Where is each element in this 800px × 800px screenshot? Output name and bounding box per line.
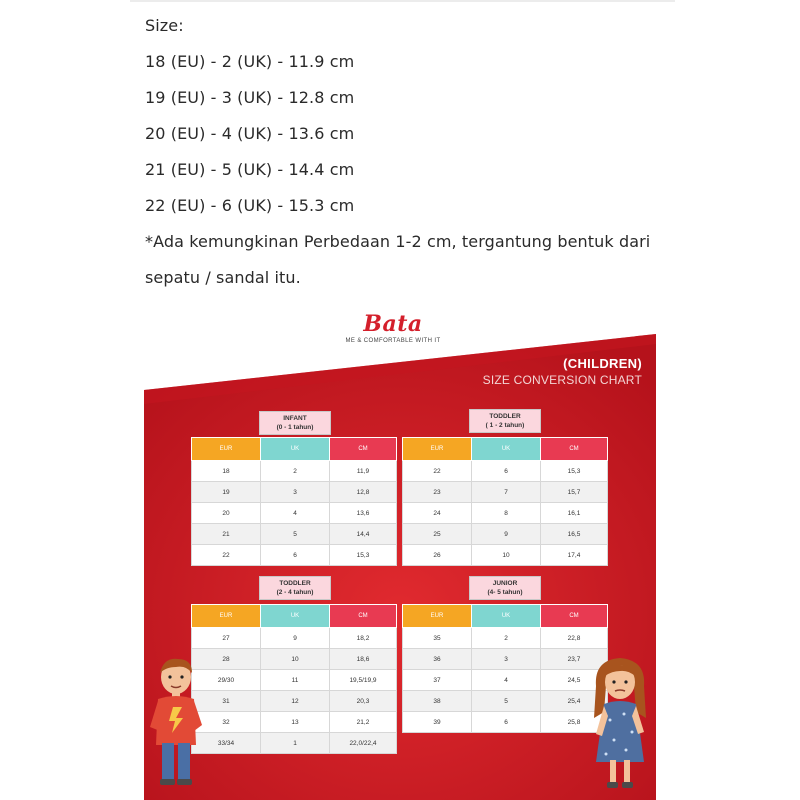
table-row: 35 2 22,8: [403, 628, 608, 649]
size-note-line2: sepatu / sandal itu.: [145, 268, 301, 287]
table-label-toddler-2-4: TODDLER (2 - 4 tahun): [259, 576, 331, 600]
table-row: 24 8 16,1: [403, 503, 608, 524]
size-title: Size:: [145, 16, 184, 35]
table-row: 29/30 11 19,5/19,9: [192, 670, 397, 691]
brand-tagline: ME & COMFORTABLE WITH IT: [345, 338, 441, 344]
header-cm: CM: [541, 605, 608, 628]
table-row: 23 7 15,7: [403, 482, 608, 503]
table-row: 38 5 25,4: [403, 691, 608, 712]
table-label-junior: JUNIOR (4- 5 tahun): [469, 576, 541, 600]
table-row: 36 3 23,7: [403, 649, 608, 670]
header-eur: EUR: [192, 605, 261, 628]
header-eur: EUR: [403, 438, 472, 461]
size-line: 18 (EU) - 2 (UK) - 11.9 cm: [145, 52, 355, 71]
header-uk: UK: [472, 605, 541, 628]
product-description: [145, 8, 705, 296]
table-row: 26 10 17,4: [403, 545, 608, 566]
chart-heading-children: (CHILDREN): [563, 356, 642, 371]
table-row: 21 5 14,4: [192, 524, 397, 545]
header-cm: CM: [330, 605, 397, 628]
table-row: 32 13 21,2: [192, 712, 397, 733]
table-row: 18 2 11,9: [192, 461, 397, 482]
table-row: 20 4 13,6: [192, 503, 397, 524]
size-line: 19 (EU) - 3 (UK) - 12.8 cm: [145, 88, 355, 107]
table-row: 37 4 24,5: [403, 670, 608, 691]
table-row: 33/34 1 22,0/22,4: [192, 733, 397, 754]
table-label-infant: INFANT (0 - 1 tahun): [259, 411, 331, 435]
table-row: 22 6 15,3: [192, 545, 397, 566]
chart-heading: [483, 356, 642, 387]
size-line: 22 (EU) - 6 (UK) - 15.3 cm: [145, 196, 355, 215]
header-uk: UK: [472, 438, 541, 461]
top-divider: [130, 0, 675, 2]
table-row: 22 6 15,3: [403, 461, 608, 482]
size-chart-image: [144, 300, 656, 800]
header-uk: UK: [261, 438, 330, 461]
table-row: 31 12 20,3: [192, 691, 397, 712]
boy-illustration: [146, 655, 216, 790]
table-row: 27 9 18,2: [192, 628, 397, 649]
size-note-line1: *Ada kemungkinan Perbedaan 1-2 cm, tergantung bentuk dari: [145, 232, 651, 251]
size-table-toddler-1-2: [402, 437, 608, 566]
size-table-junior: [402, 604, 608, 733]
header-uk: UK: [261, 605, 330, 628]
girl-illustration: [586, 656, 656, 791]
chart-heading-subtitle: SIZE CONVERSION CHART: [482, 373, 642, 387]
header-eur: EUR: [192, 438, 261, 461]
table-row: 28 10 18,6: [192, 649, 397, 670]
size-table-infant: [191, 437, 397, 566]
size-table-toddler-2-4: [191, 604, 397, 754]
bata-logo: [144, 312, 656, 344]
table-row: 19 3 12,8: [192, 482, 397, 503]
table-row: 39 6 25,8: [403, 712, 608, 733]
header-cm: CM: [330, 438, 397, 461]
table-row: 25 9 16,5: [403, 524, 608, 545]
size-line: 20 (EU) - 4 (UK) - 13.6 cm: [145, 124, 355, 143]
size-line: 21 (EU) - 5 (UK) - 14.4 cm: [145, 160, 355, 179]
header-eur: EUR: [403, 605, 472, 628]
header-cm: CM: [541, 438, 608, 461]
brand-name: Bata: [363, 311, 423, 337]
table-label-toddler-1-2: TODDLER ( 1 - 2 tahun): [469, 409, 541, 433]
